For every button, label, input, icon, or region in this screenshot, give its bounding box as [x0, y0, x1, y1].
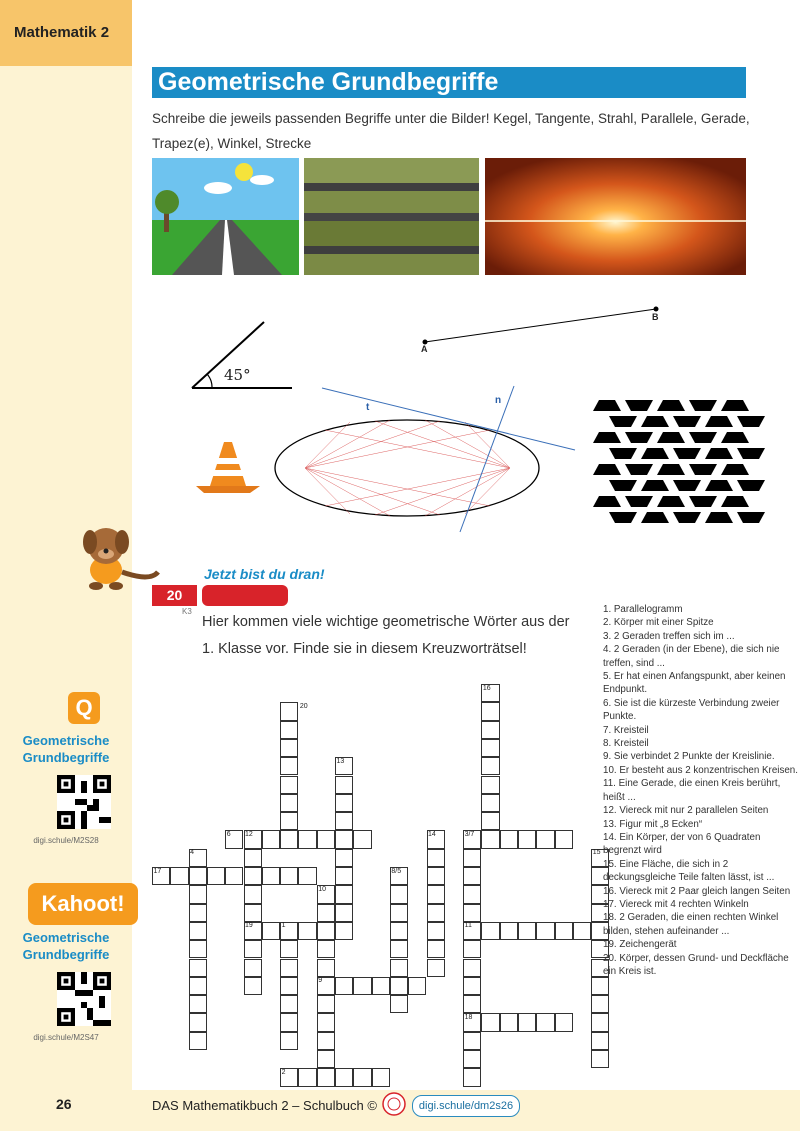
clue-item: 14. Ein Körper, der von 6 Quadraten begrenzt wird — [603, 831, 761, 857]
crossword-cell[interactable] — [280, 830, 298, 848]
qr-code-icon[interactable] — [57, 775, 111, 829]
crossword-cell[interactable] — [481, 922, 499, 940]
qr-code-icon[interactable] — [57, 972, 111, 1026]
crossword-cell[interactable] — [427, 885, 445, 903]
trapezoid-shape — [689, 496, 717, 507]
page-number: 26 — [56, 1096, 72, 1112]
trapezoid-shape — [625, 400, 653, 411]
crossword-cell[interactable] — [280, 757, 298, 775]
crossword-cell[interactable] — [481, 794, 499, 812]
trapezoid-shape — [657, 496, 685, 507]
clue-item: 2. Körper mit einer Spitze — [603, 617, 714, 629]
publisher-logo-icon — [382, 1092, 406, 1116]
clue-item: 10. Er besteht aus 2 konzentrischen Kreisen. — [603, 764, 798, 776]
crossword-cell[interactable] — [280, 721, 298, 739]
trapezoid-shape — [593, 464, 621, 475]
kahoot-link-code[interactable]: digi.schule/M2S47 — [33, 1033, 99, 1042]
crossword-cell[interactable] — [390, 922, 408, 940]
crossword-cell[interactable] — [481, 812, 499, 830]
clue-item: 3. 2 Geraden treffen sich im ... — [603, 630, 735, 642]
trapezoid-shape — [641, 448, 669, 459]
crossword-cell[interactable] — [536, 922, 554, 940]
trapezoid-shape — [689, 400, 717, 411]
trapezoid-shape — [721, 432, 749, 443]
crossword-number: 3/7 — [464, 830, 475, 838]
crossword-cell[interactable] — [280, 1032, 298, 1050]
crossword-number: 9 — [318, 977, 323, 985]
crossword-cell[interactable] — [481, 776, 499, 794]
trapezoid-shape — [721, 496, 749, 507]
crossword-cell[interactable] — [189, 995, 207, 1013]
trapezoid-shape — [625, 432, 653, 443]
crossword-cell[interactable] — [463, 940, 481, 958]
crossword-cell[interactable] — [591, 977, 609, 995]
trapezoid-shape — [625, 464, 653, 475]
light-ray-photo — [485, 158, 746, 275]
trapezoid-shape — [641, 512, 669, 523]
crossword-cell[interactable] — [244, 904, 262, 922]
crossword-cell[interactable] — [189, 959, 207, 977]
crossword-cell[interactable] — [244, 885, 262, 903]
subject-tab: Mathematik 2 — [0, 0, 132, 66]
clue-item: 18. 2 Geraden, die einen rechten Winkel bilden, stehen aufeinander ... — [603, 912, 779, 937]
crossword-cell[interactable] — [555, 830, 573, 848]
crossword-cell[interactable] — [280, 739, 298, 757]
crossword-cell[interactable] — [244, 867, 262, 885]
trapezoid-shape — [609, 480, 637, 491]
crossword-cell[interactable] — [500, 1013, 518, 1031]
quiz-icon[interactable]: Q — [68, 692, 100, 724]
quiz-link-label[interactable]: Geometrische Grundbegriffe — [22, 733, 110, 765]
normal-label: n — [495, 395, 502, 406]
task-heading: Jetzt bist du dran! — [204, 566, 325, 582]
crossword-cell[interactable] — [317, 995, 335, 1013]
crossword-cell[interactable] — [536, 1013, 554, 1031]
crossword-cell[interactable] — [244, 959, 262, 977]
trapezoid-shape — [689, 432, 717, 443]
road-photo — [152, 158, 299, 275]
crossword-cell[interactable] — [463, 1050, 481, 1068]
crossword-cell[interactable] — [353, 977, 371, 995]
crossword-cell[interactable] — [244, 977, 262, 995]
crossword-cell[interactable] — [573, 922, 591, 940]
crossword-cell[interactable] — [390, 940, 408, 958]
crossword-number: 11 — [464, 922, 472, 930]
crossword-number: 16 — [482, 684, 491, 692]
crossword-number: 13 — [336, 757, 345, 765]
rails-photo — [304, 158, 479, 275]
crossword-cell[interactable] — [298, 830, 316, 848]
crossword-cell[interactable] — [335, 904, 353, 922]
crossword-cell[interactable] — [335, 1068, 353, 1086]
point-b-label: B — [652, 312, 659, 322]
task-competence-code: K3 — [182, 607, 192, 616]
crossword-cell[interactable] — [536, 830, 554, 848]
crossword-number: 14 — [428, 830, 436, 838]
crossword-cell[interactable] — [463, 1068, 481, 1086]
clue-item: 9. Sie verbindet 2 Punkte der Kreislinie. — [603, 751, 775, 763]
geometry-figures — [150, 300, 800, 540]
crossword-cell[interactable] — [591, 995, 609, 1013]
crossword-number: 1 — [281, 922, 286, 930]
crossword-cell[interactable] — [463, 959, 481, 977]
crossword-cell[interactable] — [207, 867, 225, 885]
segment-figure — [423, 307, 659, 345]
clue-item: 13. Figur mit „8 Ecken“ — [603, 818, 703, 830]
crossword-cell[interactable] — [244, 940, 262, 958]
crossword-number: 17 — [153, 867, 162, 875]
trapezoid-shape — [609, 416, 637, 427]
task-number-badge: 20 — [152, 585, 197, 606]
crossword-cell[interactable] — [481, 757, 499, 775]
crossword-cell[interactable] — [427, 867, 445, 885]
crossword-cell[interactable] — [463, 867, 481, 885]
trapezoid-shape — [641, 480, 669, 491]
trapezoid-shape — [705, 448, 733, 459]
crossword-cell[interactable] — [280, 794, 298, 812]
clue-item: 8. Kreisteil — [603, 738, 649, 750]
trapezoid-shape — [625, 496, 653, 507]
trapezoid-shape — [705, 512, 733, 523]
intro-text: Schreibe die jeweils passenden Begriffe unter die Bilder! Kegel, Tangente, Strahl, Parallele, Gerade, Trapez(e), Winkel, Strecke — [152, 111, 750, 151]
trapezoid-shape — [593, 432, 621, 443]
crossword-cell[interactable] — [189, 922, 207, 940]
crossword-cell[interactable] — [298, 1068, 316, 1086]
crossword-cell[interactable] — [280, 776, 298, 794]
crossword-cell[interactable] — [280, 977, 298, 995]
clue-list — [603, 603, 799, 978]
crossword-cell[interactable] — [189, 940, 207, 958]
crossword-cell[interactable] — [280, 867, 298, 885]
crossword-number: 19 — [245, 922, 253, 930]
clue-item: 4. 2 Geraden (in der Ebene), die sich nie treffen, sind ... — [603, 644, 780, 669]
crossword-number: 18 — [464, 1013, 473, 1021]
crossword-cell[interactable] — [280, 1013, 298, 1031]
crossword-cell[interactable] — [518, 922, 536, 940]
crossword-cell[interactable] — [335, 922, 353, 940]
crossword-number: 12 — [245, 830, 253, 838]
crossword-cell[interactable] — [317, 830, 335, 848]
crossword-cell[interactable] — [427, 959, 445, 977]
crossword-cell[interactable] — [298, 867, 316, 885]
trapezoid-shape — [593, 496, 621, 507]
crossword-cell[interactable] — [481, 830, 499, 848]
crossword-cell[interactable] — [335, 812, 353, 830]
crossword-number: 2 — [281, 1068, 286, 1076]
crossword-cell[interactable] — [518, 1013, 536, 1031]
trapezoid-shape — [673, 448, 701, 459]
crossword-cell[interactable] — [427, 922, 445, 940]
crossword-cell[interactable] — [463, 904, 481, 922]
crossword-cell[interactable] — [335, 849, 353, 867]
crossword-cell[interactable] — [463, 995, 481, 1013]
crossword-cell[interactable] — [280, 940, 298, 958]
crossword-cell[interactable] — [189, 885, 207, 903]
point-a-label: A — [421, 344, 428, 354]
trapezoid-shape — [609, 448, 637, 459]
trapezoid-shape — [673, 512, 701, 523]
trapezoid-shape — [721, 400, 749, 411]
trapezoid-shape — [657, 400, 685, 411]
crossword-cell[interactable] — [555, 922, 573, 940]
crossword-cell[interactable] — [463, 885, 481, 903]
crossword-cell[interactable] — [225, 867, 243, 885]
crossword-cell[interactable] — [280, 959, 298, 977]
crossword-cell[interactable] — [280, 812, 298, 830]
crossword-cell[interactable] — [427, 940, 445, 958]
crossword-cell[interactable] — [244, 849, 262, 867]
footer-link[interactable]: digi.schule/dm2s26 — [412, 1095, 520, 1117]
trapezoid-shape — [657, 432, 685, 443]
crossword-cell[interactable] — [317, 904, 335, 922]
footer-book-title: DAS Mathematikbuch 2 – Schulbuch © — [152, 1098, 377, 1113]
crossword-cell[interactable] — [463, 849, 481, 867]
crossword-cell[interactable] — [372, 977, 390, 995]
kahoot-logo[interactable]: Kahoot! — [28, 883, 138, 925]
crossword-cell[interactable] — [390, 977, 408, 995]
clue-item: 6. Sie ist die kürzeste Verbindung zweier Punkte. — [603, 697, 780, 723]
trapezoid-shape — [673, 480, 701, 491]
crossword-cell[interactable] — [317, 1032, 335, 1050]
crossword-cell[interactable] — [317, 922, 335, 940]
crossword-cell[interactable] — [518, 830, 536, 848]
crossword-cell[interactable] — [335, 885, 353, 903]
trapezoid-shape — [705, 480, 733, 491]
clue-item: 20. Körper, dessen Grund- und Deckfläche ein Kreis ist. — [603, 952, 789, 977]
crossword-cell[interactable] — [335, 867, 353, 885]
trapezoid-shape — [737, 512, 765, 523]
crossword-cell[interactable] — [189, 1013, 207, 1031]
crossword-cell[interactable] — [262, 922, 280, 940]
crossword-cell[interactable] — [262, 830, 280, 848]
trapezoid-shape — [737, 480, 765, 491]
crossword-cell[interactable] — [317, 1013, 335, 1031]
clue-item: 11. Eine Gerade, die einen Kreis berührt, heißt ... — [603, 778, 781, 803]
quiz-link-code[interactable]: digi.schule/M2S28 — [33, 836, 99, 845]
clue-item: 16. Viereck mit 2 Paar gleich langen Seiten — [603, 885, 791, 897]
crossword-cell[interactable] — [262, 867, 280, 885]
page-title: Geometrische Grundbegriffe — [158, 68, 499, 96]
crossword-cell[interactable] — [481, 721, 499, 739]
task-text: Hier kommen viele wichtige geometrische Wörter aus der 1. Klasse vor. Finde sie in diesem Kreuzworträtsel! — [202, 614, 570, 657]
crossword-cell[interactable] — [481, 739, 499, 757]
crossword-cell[interactable] — [317, 959, 335, 977]
crossword-cell[interactable] — [335, 794, 353, 812]
trapezoid-shape — [641, 416, 669, 427]
clue-item: 17. Viereck mit 4 rechten Winkeln — [603, 898, 749, 910]
trapezoid-shape — [593, 400, 621, 411]
trapezoid-shape — [721, 464, 749, 475]
crossword-cell[interactable] — [427, 904, 445, 922]
crossword-cell[interactable] — [390, 885, 408, 903]
crossword-cell[interactable] — [591, 1050, 609, 1068]
crossword-cell[interactable] — [390, 959, 408, 977]
dog-mascot-icon — [70, 520, 162, 592]
crossword-cell[interactable] — [189, 977, 207, 995]
clue-item: 12. Viereck mit nur 2 parallelen Seiten — [603, 805, 769, 817]
trapezoid-pattern — [593, 400, 765, 523]
trapezoid-shape — [689, 464, 717, 475]
crossword-cell[interactable] — [591, 1032, 609, 1050]
crossword-cell[interactable] — [500, 830, 518, 848]
crossword-cell[interactable] — [317, 1068, 335, 1086]
ellipse-tangent-figure — [275, 386, 575, 532]
crossword-cell[interactable] — [298, 922, 316, 940]
trapezoid-shape — [673, 416, 701, 427]
traffic-cone-figure — [196, 442, 260, 493]
crossword-number: 20 — [299, 702, 308, 710]
crossword-number: 10 — [318, 885, 326, 893]
crossword-cell[interactable] — [481, 702, 499, 720]
angle-label: 45° — [224, 366, 251, 384]
crossword-cell[interactable] — [353, 1068, 371, 1086]
trapezoid-shape — [705, 416, 733, 427]
trapezoid-shape — [657, 464, 685, 475]
clue-item: 7. Kreisteil — [603, 724, 649, 736]
trapezoid-shape — [737, 416, 765, 427]
crossword-cell[interactable] — [280, 702, 298, 720]
crossword-number: 4 — [190, 849, 194, 857]
crossword-cell[interactable] — [189, 904, 207, 922]
clue-item: 15. Eine Fläche, die sich in 2 deckungsgleiche Teile falten lässt, ist ... — [603, 858, 775, 884]
crossword-cell[interactable] — [390, 995, 408, 1013]
crossword-cell[interactable] — [280, 995, 298, 1013]
trapezoid-shape — [609, 512, 637, 523]
clue-item: 19. Zeichengerät — [603, 939, 677, 951]
crossword-cell[interactable] — [555, 1013, 573, 1031]
tangent-label: t — [366, 402, 370, 413]
crossword-cell[interactable] — [335, 830, 353, 848]
crossword-number: 15 — [592, 849, 601, 857]
crossword-cell[interactable] — [335, 977, 353, 995]
crossword-number: 8/5 — [391, 867, 402, 875]
crossword-cell[interactable] — [427, 849, 445, 867]
crossword-cell[interactable] — [463, 1032, 481, 1050]
crossword-cell[interactable] — [591, 1013, 609, 1031]
crossword-cell[interactable] — [189, 867, 207, 885]
crossword-cell[interactable] — [317, 940, 335, 958]
crossword-cell[interactable] — [463, 977, 481, 995]
crossword-cell[interactable] — [335, 776, 353, 794]
kahoot-link-label[interactable]: Geometrische Grundbegriffe — [22, 930, 110, 962]
crossword-cell[interactable] — [390, 904, 408, 922]
crossword-grid — [152, 684, 601, 1076]
crossword-cell[interactable] — [481, 1013, 499, 1031]
crossword-cell[interactable] — [317, 1050, 335, 1068]
crossword-cell[interactable] — [408, 977, 426, 995]
crossword-cell[interactable] — [189, 1032, 207, 1050]
task-answer-bar — [202, 585, 288, 606]
crossword-cell[interactable] — [500, 922, 518, 940]
clue-item: 1. Parallelogramm — [603, 604, 683, 615]
crossword-cell[interactable] — [353, 830, 371, 848]
crossword-cell[interactable] — [372, 1068, 390, 1086]
crossword-number: 6 — [226, 830, 231, 838]
clue-item: 5. Er hat einen Anfangspunkt, aber keinen Endpunkt. — [603, 671, 786, 696]
crossword-cell[interactable] — [170, 867, 188, 885]
trapezoid-shape — [737, 448, 765, 459]
